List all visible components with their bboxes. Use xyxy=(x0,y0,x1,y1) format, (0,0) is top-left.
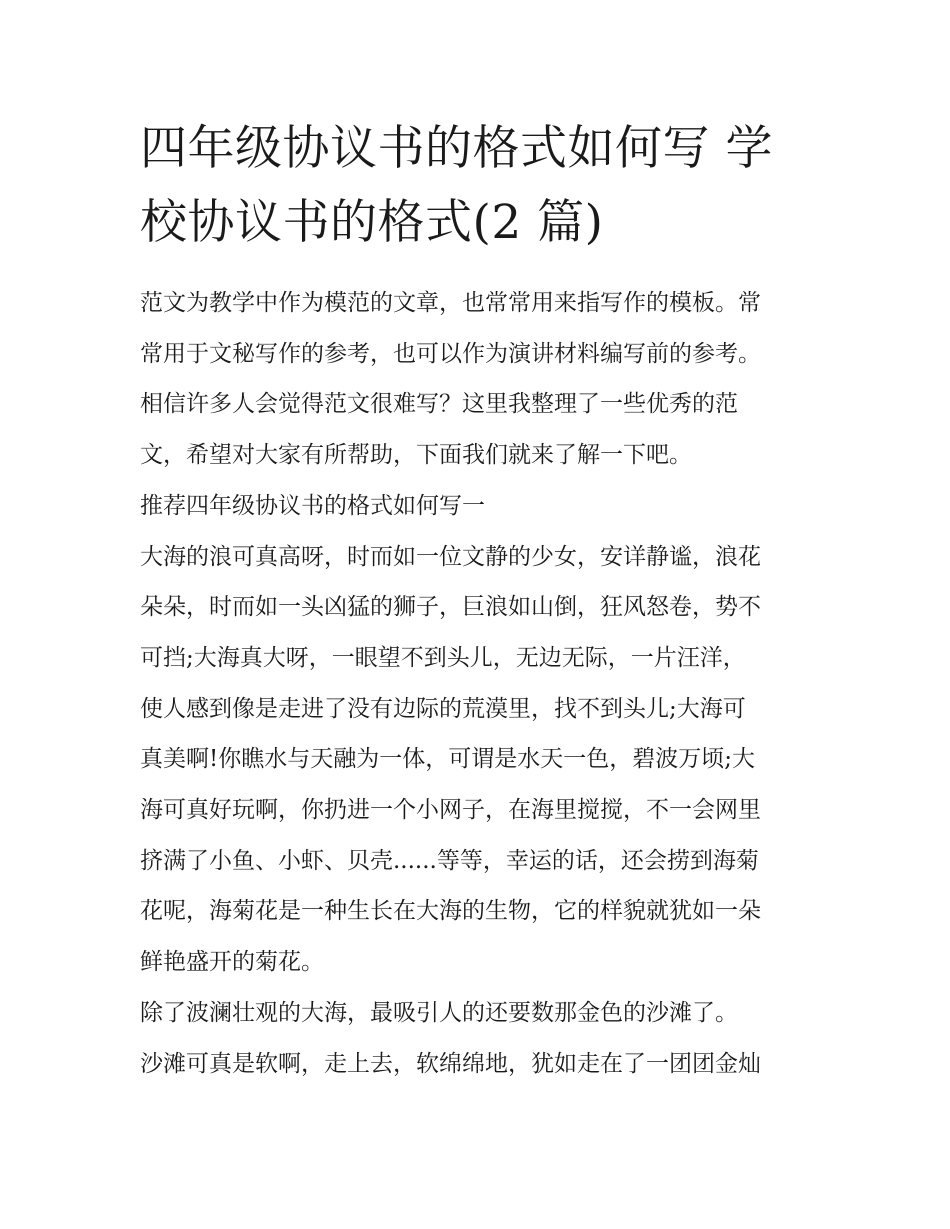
body-line: 真美啊!你瞧水与天融为一体，可谓是水天一色，碧波万顷;大 xyxy=(140,746,755,773)
body-line: 花呢，海菊花是一种生长在大海的生物，它的样貌就犹如一朵 xyxy=(140,898,761,925)
body-line: 范文为教学中作为模范的文章，也常常用来指写作的模板。常 xyxy=(140,290,761,316)
document-page xyxy=(140,112,820,1089)
body-line: 沙滩可真是软啊，走上去，软绵绵地，犹如走在了一团团金灿 xyxy=(140,1050,761,1077)
body-line: 相信许多人会觉得范文很难写？这里我整理了一些优秀的范 xyxy=(140,391,738,418)
section-heading: 推荐四年级协议书的格式如何写一 xyxy=(140,492,485,519)
body-line: 海可真好玩啊，你扔进一个小网子，在海里搅搅，不一会网里 xyxy=(140,797,761,824)
body-line: 朵朵，时而如一头凶猛的狮子，巨浪如山倒，狂风怒卷，势不 xyxy=(140,594,761,621)
body-line: 挤满了小鱼、小虾、贝壳......等等，幸运的话，还会捞到海菊 xyxy=(140,847,759,874)
body-line: 鲜艳盛开的菊花。 xyxy=(140,949,324,976)
body-line: 大海的浪可真高呀，时而如一位文静的少女，安详静谧，浪花 xyxy=(140,543,761,570)
body-line: 可挡;大海真大呀，一眼望不到头儿，无边无际，一片汪洋， xyxy=(140,644,746,671)
title-spacer xyxy=(140,260,820,278)
body-line: 除了波澜壮观的大海，最吸引人的还要数那金色的沙滩了。 xyxy=(140,999,738,1026)
document-title-line-1: 四年级协议书的格式如何写 学 xyxy=(140,121,773,176)
document-title-line-2: 校协议书的格式(2 篇) xyxy=(140,195,604,250)
body-line: 文，希望对大家有所帮助，下面我们就来了解一下吧。 xyxy=(140,442,692,469)
body-line: 常用于文秘写作的参考，也可以作为演讲材料编写前的参考。 xyxy=(140,340,761,367)
body-line: 使人感到像是走进了没有边际的荒漠里，找不到头儿;大海可 xyxy=(140,695,746,722)
